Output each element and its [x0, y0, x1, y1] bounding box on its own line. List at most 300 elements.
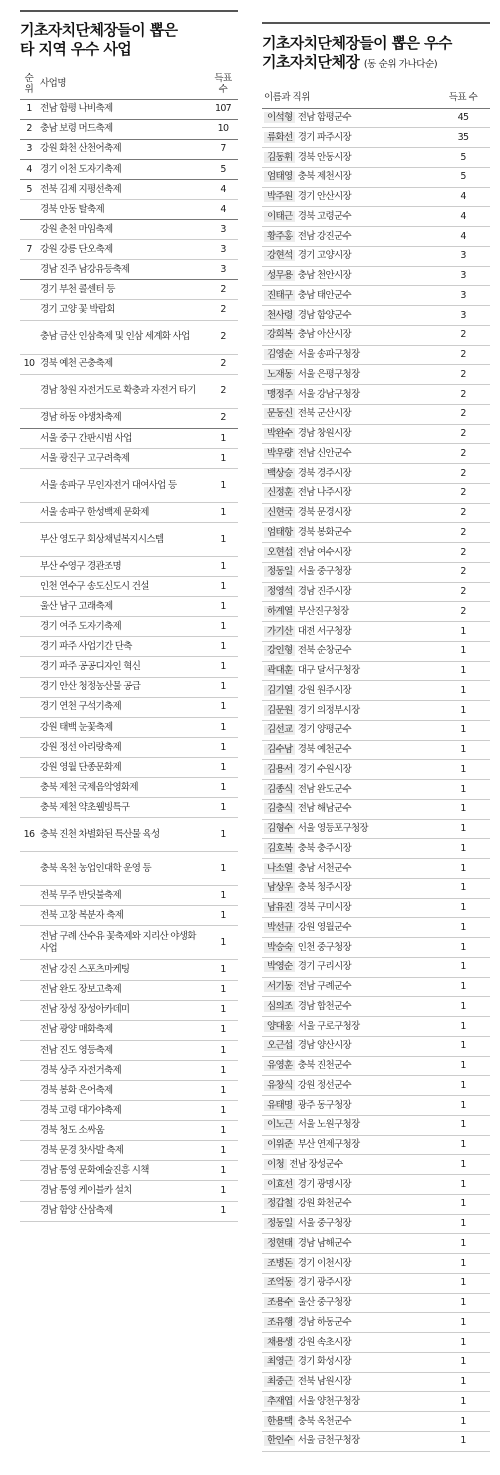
name-position-cell [262, 701, 436, 721]
name-position-cell [262, 1155, 436, 1175]
table-row [262, 1431, 490, 1451]
person-name: 하계열 [264, 606, 295, 617]
person-name: 문동신 [264, 408, 295, 419]
table-row [20, 677, 238, 697]
person-name: 유창식 [264, 1080, 295, 1091]
person-position: 서울 강남구청장 [297, 388, 360, 400]
votes-cell: 2 [460, 526, 466, 538]
table-row [20, 637, 238, 657]
table-row [20, 468, 238, 502]
votes-cell: 1 [460, 1060, 466, 1072]
person-name: 조병돈 [264, 1258, 295, 1269]
votes-cell: 1 [460, 921, 466, 933]
name-position-cell [262, 661, 436, 681]
rank-cell [20, 737, 38, 757]
person-name: 정현태 [264, 1238, 295, 1249]
votes-cell: 1 [220, 1145, 226, 1157]
person-position: 경남 남해군수 [297, 1237, 351, 1249]
project-name-cell: 충북 제천 국제음악영화제 [40, 781, 138, 793]
table-row [20, 818, 238, 852]
table-row [20, 502, 238, 522]
name-position-cell [262, 622, 436, 642]
person-position: 강원 정선군수 [297, 1079, 351, 1091]
table-row [262, 148, 490, 168]
name-position-cell [262, 167, 436, 187]
table-row [262, 246, 490, 266]
votes-cell: 1 [220, 600, 226, 612]
project-name-cell: 인천 연수구 송도신도시 건설 [40, 580, 149, 592]
name-position-cell [262, 1096, 436, 1116]
votes-cell: 1 [460, 1198, 466, 1210]
table-row [20, 1201, 238, 1221]
project-name-cell: 전북 고창 복분자 축제 [40, 910, 124, 922]
person-name: 나소열 [264, 863, 295, 874]
person-name: 한인수 [264, 1435, 295, 1446]
table-row [20, 557, 238, 577]
person-name: 김형수 [264, 823, 295, 834]
person-position: 충남 아산시장 [297, 329, 351, 341]
votes-cell: 1 [460, 1415, 466, 1427]
votes-cell: 1 [220, 984, 226, 996]
table-row [262, 799, 490, 819]
table-row [262, 444, 490, 464]
rank-cell [20, 280, 38, 300]
votes-cell: 10 [217, 123, 229, 135]
table-row [262, 464, 490, 484]
project-name-cell: 경남 진주 남강유등축제 [40, 264, 130, 276]
person-position: 충북 제천시장 [297, 171, 351, 183]
person-position: 경북 고령군수 [297, 210, 351, 222]
votes-cell: 107 [214, 103, 232, 115]
heads-title-line2: 기초자치단체장 [262, 53, 360, 71]
votes-cell: 2 [460, 368, 466, 380]
table-row [20, 1020, 238, 1040]
table-row [20, 1141, 238, 1161]
table-row [262, 365, 490, 385]
person-position: 부산진구청장 [297, 605, 349, 617]
table-row [262, 207, 490, 227]
table-row [262, 345, 490, 365]
votes-cell: 1 [220, 761, 226, 773]
project-name-cell: 전남 구례 산수유 꽃축제와 지리산 야생화 사업 [40, 931, 196, 954]
person-name: 남상우 [264, 882, 295, 893]
votes-cell: 1 [220, 479, 226, 491]
person-name: 엄태항 [264, 527, 295, 538]
votes-cell: 1 [220, 1124, 226, 1136]
votes-cell: 1 [220, 432, 226, 444]
votes-cell: 2 [460, 447, 466, 459]
person-name: 김영순 [264, 349, 295, 360]
person-position: 전남 해남군수 [297, 803, 351, 815]
rank-cell [20, 468, 38, 502]
name-position-cell [262, 1293, 436, 1313]
name-position-cell [262, 1431, 436, 1451]
person-name: 채용생 [264, 1337, 295, 1348]
person-name: 이태근 [264, 211, 295, 222]
person-position: 경기 양평군수 [297, 724, 351, 736]
table-row [262, 1333, 490, 1353]
rank-cell: 5 [26, 183, 32, 195]
rank-cell [20, 199, 38, 219]
person-position: 충북 진천군수 [297, 1060, 351, 1072]
votes-cell: 35 [457, 131, 469, 143]
rank-cell [20, 798, 38, 818]
rank-cell [20, 717, 38, 737]
table-row [262, 701, 490, 721]
votes-cell: 1 [220, 1185, 226, 1197]
name-position-cell [262, 641, 436, 661]
rank-cell [20, 408, 38, 428]
votes-cell: 1 [460, 882, 466, 894]
person-position: 경북 예천군수 [297, 744, 351, 756]
table-row [262, 819, 490, 839]
votes-cell: 1 [220, 910, 226, 922]
votes-cell: 7 [220, 143, 226, 155]
votes-cell: 1 [460, 1435, 466, 1447]
rank-cell [20, 523, 38, 557]
person-position: 서울 금천구청장 [297, 1435, 360, 1447]
person-name: 양대웅 [264, 1021, 295, 1032]
project-name-cell: 충북 옥천 농업인대학 운영 등 [40, 862, 152, 874]
votes-cell: 5 [220, 163, 226, 175]
person-position: 인천 중구청장 [297, 941, 351, 953]
name-position-cell [262, 1333, 436, 1353]
project-name-cell: 경북 봉화 은어축제 [40, 1084, 113, 1096]
table-row [20, 906, 238, 926]
votes-cell: 1 [460, 724, 466, 736]
rank-cell [20, 617, 38, 637]
table-row [262, 503, 490, 523]
person-position: 경북 경주시장 [297, 467, 351, 479]
votes-cell: 3 [220, 243, 226, 255]
table-row [262, 780, 490, 800]
heads-header-row [262, 88, 490, 108]
name-position-cell [262, 602, 436, 622]
rank-cell: 16 [23, 828, 35, 840]
rank-cell [20, 1161, 38, 1181]
rank-cell [20, 448, 38, 468]
name-position-cell [262, 938, 436, 958]
person-name: 최영근 [264, 1356, 295, 1367]
votes-cell: 1 [460, 783, 466, 795]
person-position: 경기 안산시장 [297, 191, 351, 203]
person-position: 충북 옥천군수 [297, 1415, 351, 1427]
name-position-cell [262, 523, 436, 543]
person-name: 심의조 [264, 1001, 295, 1012]
person-position: 전북 순창군수 [297, 645, 351, 657]
rank-cell [20, 778, 38, 798]
votes-cell: 1 [220, 801, 226, 813]
table-row [262, 424, 490, 444]
person-position: 부산 연제구청장 [297, 1139, 360, 1151]
project-name-cell: 부산 수영구 경관조명 [40, 560, 121, 572]
table-row [262, 1036, 490, 1056]
rank-cell: 10 [23, 358, 35, 370]
rank-cell: 2 [26, 123, 32, 135]
table-row [20, 1181, 238, 1201]
person-position: 전남 나주시장 [297, 487, 351, 499]
rank-cell [20, 637, 38, 657]
person-name: 김문원 [264, 705, 295, 716]
name-position-cell [262, 1273, 436, 1293]
rank-cell [20, 428, 38, 448]
project-name-cell: 경남 하동 야생차축제 [40, 412, 121, 424]
person-name: 한용택 [264, 1416, 295, 1427]
votes-cell: 3 [460, 270, 466, 282]
table-row [262, 1175, 490, 1195]
table-row [20, 139, 238, 159]
projects-header-row [20, 69, 238, 99]
votes-cell: 4 [460, 210, 466, 222]
person-position: 충남 태안군수 [297, 289, 351, 301]
rank-cell [20, 597, 38, 617]
table-row [262, 1115, 490, 1135]
name-position-cell [262, 780, 436, 800]
votes-cell: 1 [460, 704, 466, 716]
table-row [262, 740, 490, 760]
votes-cell: 2 [460, 487, 466, 499]
votes-cell: 1 [460, 1119, 466, 1131]
rank-cell: 4 [26, 163, 32, 175]
name-position-cell [262, 306, 436, 326]
person-position: 경남 합천군수 [297, 1000, 351, 1012]
person-position: 경기 광명시장 [297, 1178, 351, 1190]
person-name: 김기열 [264, 685, 295, 696]
person-name: 최중근 [264, 1376, 295, 1387]
votes-cell: 1 [220, 1004, 226, 1016]
person-name: 노재동 [264, 369, 295, 380]
rank-cell [20, 1181, 38, 1201]
person-position: 전북 군산시장 [297, 408, 351, 420]
project-name-cell: 충남 보령 머드축제 [40, 123, 113, 135]
name-position-cell [262, 464, 436, 484]
rank-cell [20, 1080, 38, 1100]
project-name-cell: 경기 부천 콜센터 등 [40, 284, 115, 296]
person-name: 가기산 [264, 626, 295, 637]
table-row [262, 1293, 490, 1313]
votes-cell: 1 [220, 1165, 226, 1177]
project-name-cell: 울산 남구 고래축제 [40, 600, 113, 612]
name-position-cell [262, 1194, 436, 1214]
votes-cell: 1 [220, 533, 226, 545]
rank-cell [20, 677, 38, 697]
name-position-cell [262, 207, 436, 227]
project-name-cell: 경북 안동 탈축제 [40, 203, 104, 215]
person-name: 박영순 [264, 961, 295, 972]
person-name: 김동휘 [264, 152, 295, 163]
person-position: 강원 속초시장 [297, 1336, 351, 1348]
votes-cell: 5 [460, 171, 466, 183]
rank-cell [20, 960, 38, 980]
top-rule [20, 10, 238, 12]
table-row [262, 1076, 490, 1096]
votes-cell: 1 [220, 890, 226, 902]
rank-cell [20, 220, 38, 240]
rank-cell [20, 697, 38, 717]
table-row [20, 260, 238, 280]
name-position-cell [262, 1076, 436, 1096]
name-position-cell [262, 1254, 436, 1274]
votes-cell: 1 [460, 684, 466, 696]
project-name-cell: 서울 중구 간판시범 사업 [40, 432, 132, 444]
name-position-cell [262, 246, 436, 266]
name-position-cell [262, 720, 436, 740]
votes-cell: 3 [460, 309, 466, 321]
person-position: 전남 강진군수 [297, 230, 351, 242]
table-row [20, 577, 238, 597]
table-row [262, 957, 490, 977]
votes-cell: 2 [460, 349, 466, 361]
votes-cell: 1 [220, 1024, 226, 1036]
person-position: 경남 하동군수 [297, 1316, 351, 1328]
name-position-cell [262, 977, 436, 997]
project-name-cell: 경기 파주 사업기간 단축 [40, 641, 132, 653]
person-position: 강원 화천군수 [297, 1198, 351, 1210]
project-name-cell: 서울 송파구 무인자전거 대여사업 등 [40, 479, 177, 491]
votes-cell: 1 [220, 937, 226, 949]
person-position: 울산 중구청장 [297, 1297, 351, 1309]
name-position-cell [262, 1036, 436, 1056]
votes-header: 득표수 [214, 72, 232, 95]
votes-cell: 1 [460, 1395, 466, 1407]
name-position-cell [262, 543, 436, 563]
person-name: 조유행 [264, 1317, 295, 1328]
projects-panel [20, 0, 238, 1222]
table-row [262, 997, 490, 1017]
rank-cell: 1 [26, 103, 32, 115]
person-name: 엄태영 [264, 171, 295, 182]
person-name: 김종식 [264, 784, 295, 795]
table-row [262, 385, 490, 405]
name-position-cell [262, 918, 436, 938]
project-name-cell: 전남 장성 장성아카데미 [40, 1004, 130, 1016]
votes-cell: 1 [220, 661, 226, 673]
person-name: 조용수 [264, 1297, 295, 1308]
project-name-cell: 경기 안산 청정농산물 공급 [40, 681, 141, 693]
table-row [262, 1096, 490, 1116]
name-position-cell [262, 1352, 436, 1372]
name-position-cell [262, 878, 436, 898]
table-row [20, 1161, 238, 1181]
person-position: 대전 서구청장 [297, 625, 351, 637]
table-row [262, 1234, 490, 1254]
person-position: 경기 수원시장 [297, 763, 351, 775]
votes-cell: 5 [460, 151, 466, 163]
projects-table [20, 69, 238, 1222]
name-position-cell [262, 1175, 436, 1195]
table-row [20, 617, 238, 637]
votes-cell: 1 [460, 1139, 466, 1151]
person-name: 신정훈 [264, 487, 295, 498]
votes-cell: 1 [220, 452, 226, 464]
person-position: 경남 양산시장 [297, 1040, 351, 1052]
rank-cell [20, 502, 38, 522]
person-name: 강현석 [264, 250, 295, 261]
project-name-cell: 강원 춘천 마임축제 [40, 223, 113, 235]
person-name: 황주홍 [264, 231, 295, 242]
project-name-cell: 경남 창원 자전거도로 확충과 자전거 타기 [40, 385, 196, 397]
table-row [262, 760, 490, 780]
project-name-cell: 강원 강릉 단오축제 [40, 243, 113, 255]
table-row [20, 757, 238, 777]
votes-cell: 1 [460, 1376, 466, 1388]
person-name: 맹정주 [264, 389, 295, 400]
person-position: 서울 양천구청장 [297, 1395, 360, 1407]
name-position-cell [262, 562, 436, 582]
name-position-cell [262, 1234, 436, 1254]
person-position: 경기 광주시장 [297, 1277, 351, 1289]
name-position-cell [262, 503, 436, 523]
table-row [20, 354, 238, 374]
table-row [262, 859, 490, 879]
project-name-cell: 경기 연천 구석기축제 [40, 701, 121, 713]
table-row [20, 320, 238, 354]
person-name: 오현섭 [264, 547, 295, 558]
project-name-cell: 강원 태백 눈꽃축제 [40, 721, 113, 733]
votes-cell: 1 [460, 665, 466, 677]
votes-cell: 2 [460, 329, 466, 341]
name-position-cell [262, 1392, 436, 1412]
votes-cell: 1 [220, 701, 226, 713]
person-name: 정갑철 [264, 1198, 295, 1209]
votes-cell: 3 [220, 223, 226, 235]
rank-cell [20, 757, 38, 777]
name-position-cell [262, 266, 436, 286]
table-row [20, 523, 238, 557]
top-rule [262, 22, 490, 24]
name-position-cell [262, 424, 436, 444]
votes-cell: 1 [460, 961, 466, 973]
table-row [20, 300, 238, 320]
rank-cell [20, 300, 38, 320]
rank-cell [20, 926, 38, 960]
person-name: 유태명 [264, 1100, 295, 1111]
projects-title-line2: 타 지역 우수 사업 [20, 40, 132, 58]
person-position: 경남 함양군수 [297, 309, 351, 321]
votes-cell: 1 [220, 1044, 226, 1056]
project-name-cell: 경기 고양 꽃 박람회 [40, 304, 115, 316]
person-name: 류화선 [264, 132, 295, 143]
table-row [262, 898, 490, 918]
table-row [20, 926, 238, 960]
person-name: 김충식 [264, 803, 295, 814]
votes-cell: 1 [220, 741, 226, 753]
votes-cell: 3 [460, 289, 466, 301]
rank-cell [20, 1060, 38, 1080]
table-row [20, 1040, 238, 1060]
person-name: 김용서 [264, 764, 295, 775]
table-row [20, 852, 238, 886]
person-name: 곽대훈 [264, 665, 295, 676]
person-position: 경기 구리시장 [297, 961, 351, 973]
name-position-cell [262, 1115, 436, 1135]
rank-cell [20, 1121, 38, 1141]
table-row [262, 622, 490, 642]
person-name: 박우량 [264, 448, 295, 459]
name-position-cell [262, 760, 436, 780]
votes-cell: 1 [460, 1237, 466, 1249]
name-position-cell [262, 1214, 436, 1234]
person-position: 경남 진주시장 [297, 586, 351, 598]
votes-cell: 1 [460, 645, 466, 657]
project-name-cell: 충북 제천 약초웰빙특구 [40, 801, 130, 813]
person-position: 서울 송파구청장 [297, 349, 360, 361]
project-name-cell: 서울 송파구 한성백제 문화제 [40, 506, 149, 518]
votes-cell: 1 [220, 681, 226, 693]
name-position-header: 이름과 직위 [264, 92, 310, 104]
votes-cell: 2 [460, 566, 466, 578]
table-row [20, 199, 238, 219]
